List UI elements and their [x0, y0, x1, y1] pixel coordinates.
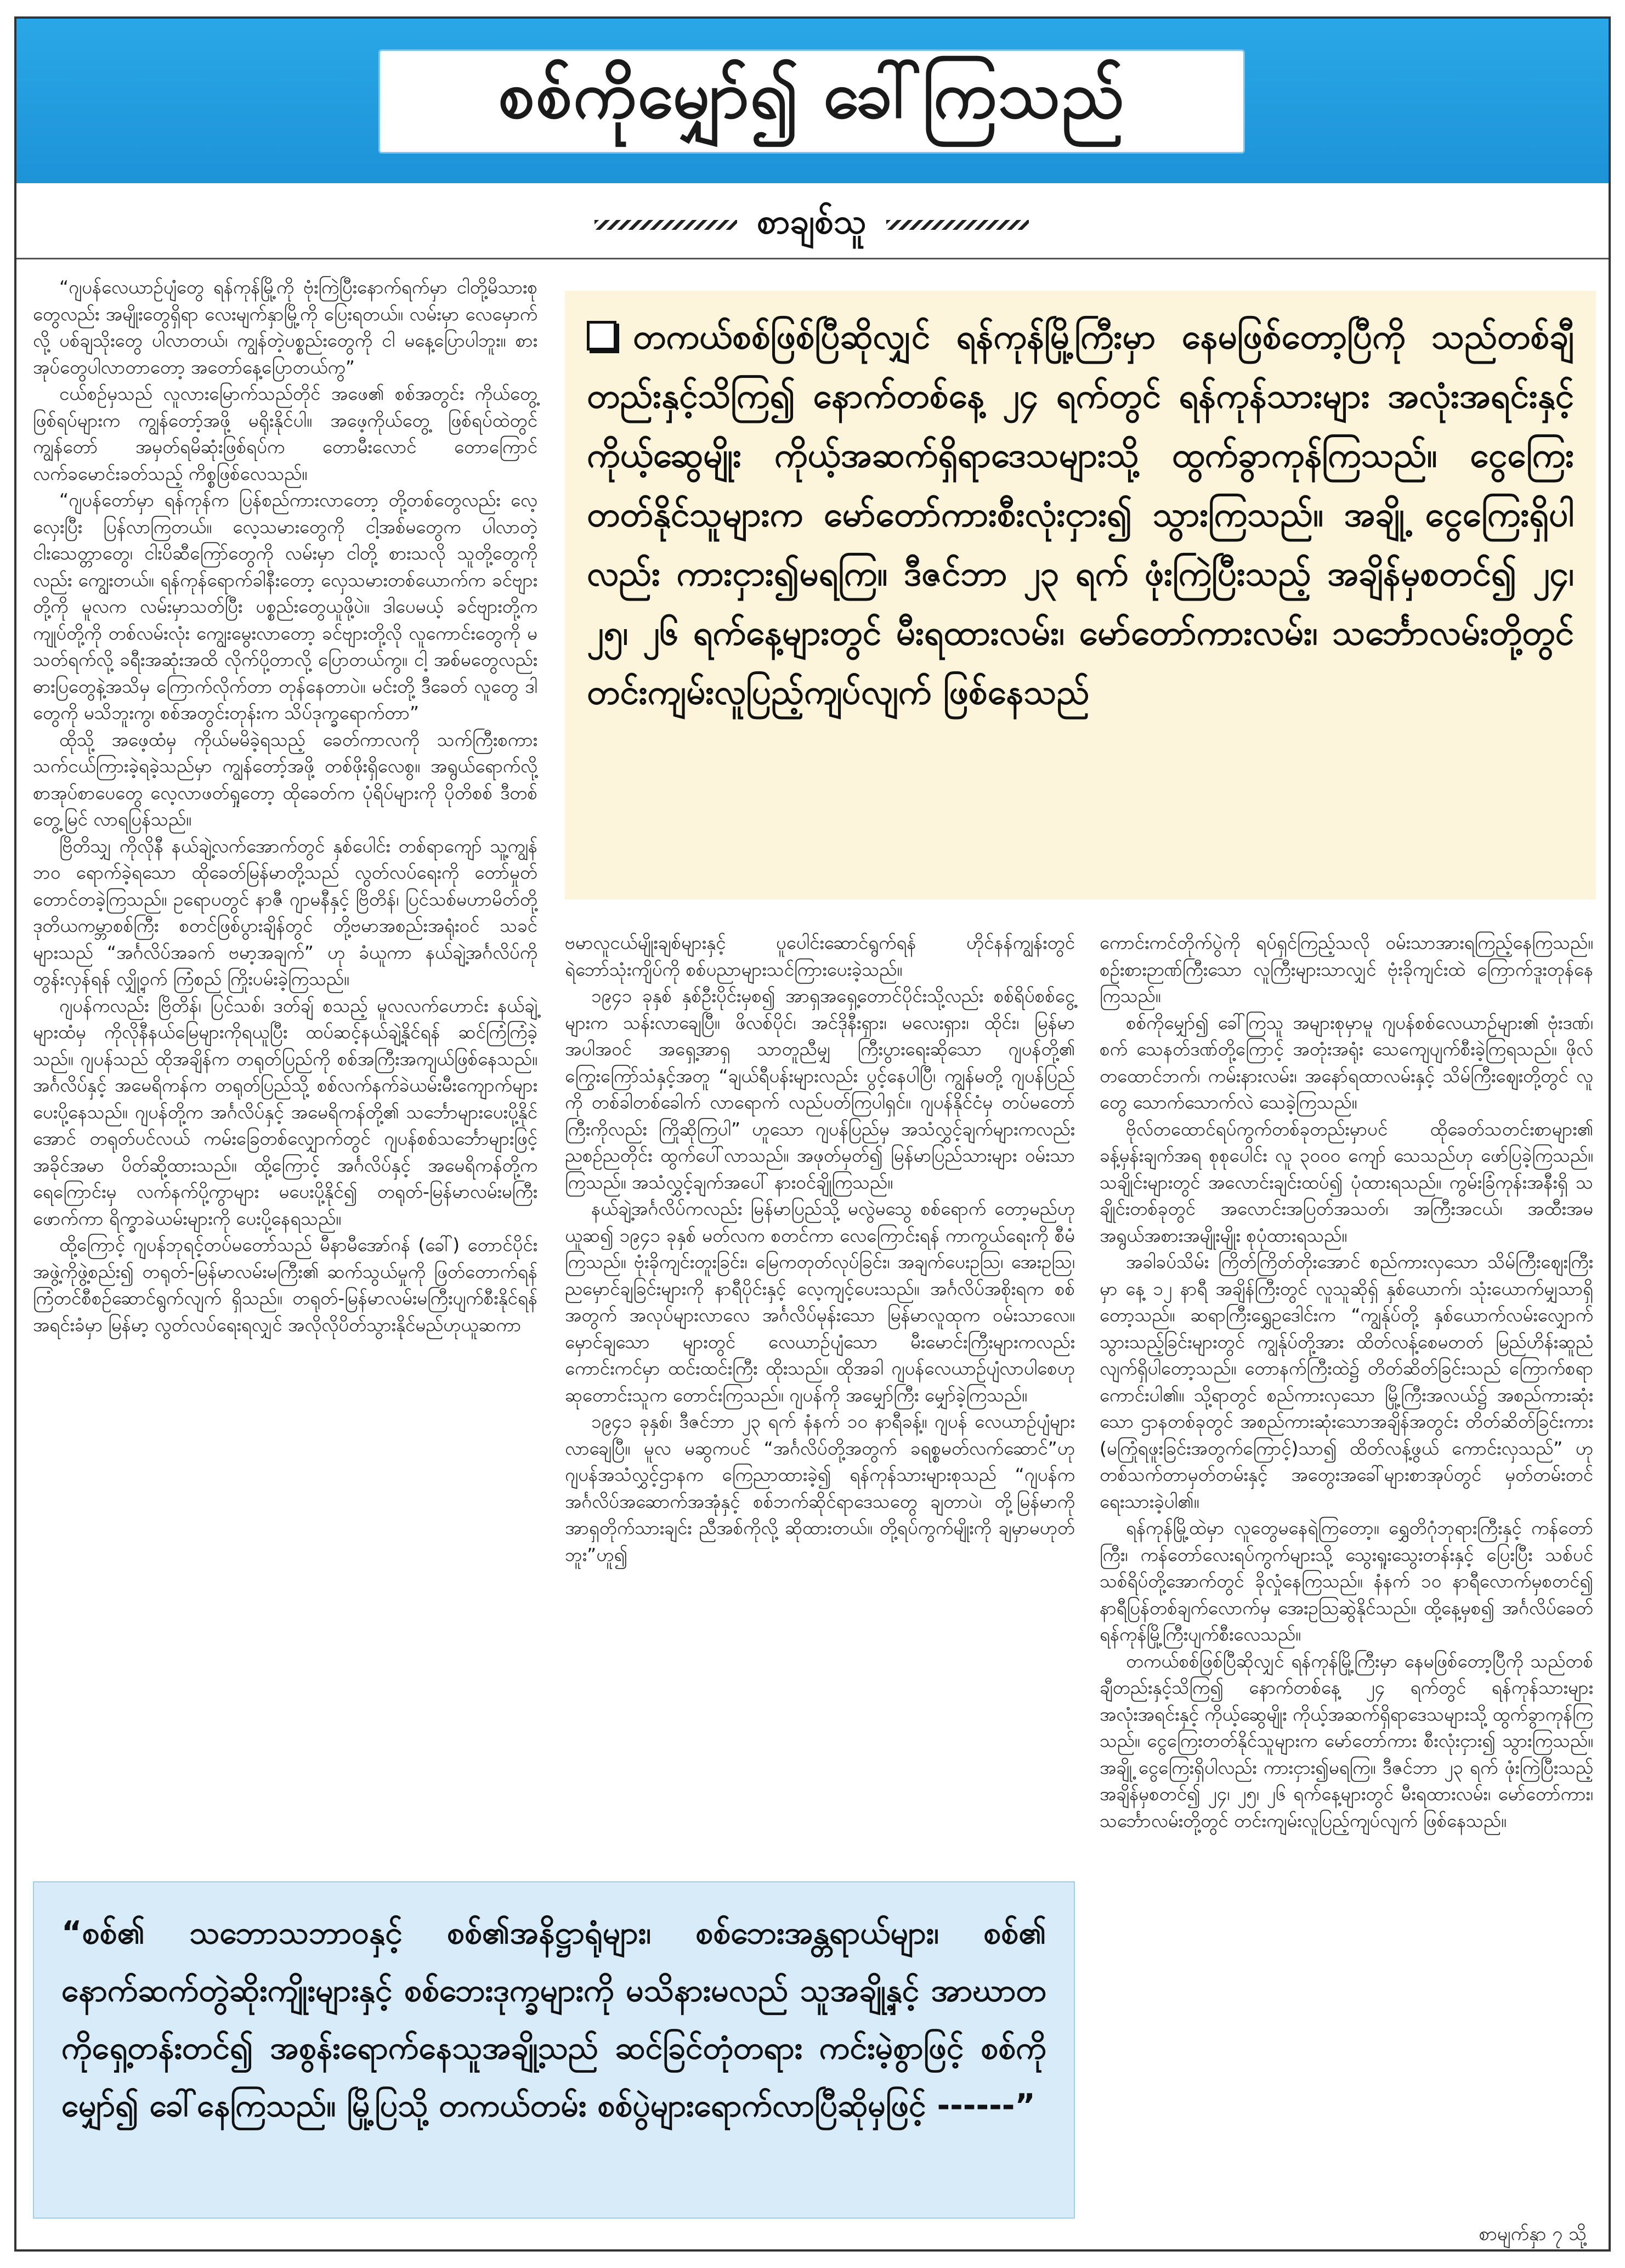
- right-hatch-ornament: [886, 220, 1029, 230]
- paragraph: ကောင်းကင်တိုက်ပွဲကို ရပ်ရှင်ကြည့်သလို ဝမ်းသာအားရကြည့်နေကြသည်။ စဉ်းစားဉာဏ်ကြီးသော လူကြီးများသာလျှင် ဗုံးခိုကျင်းထဲ ကြောက်ဒူးတုန်နေကြသည်။: [1100, 932, 1593, 1006]
- paragraph: ဗမာလူငယ်မျိုးချစ်များနှင့် ပူပေါင်းဆောင်ရွက်ရန် ဟိုင်နန်ကျွန်းတွင် ရဲဘော်သုံးကျိပ်ကို စစ်ပညာများသင်ကြားပေးခဲ့သည်။: [565, 932, 1075, 980]
- paragraph: ရန်ကုန်မြို့ထဲမှာ လူတွေမနေရဲကြတော့။ ရွှေတိဂုံဘုရားကြီးနှင့် ကန်တော်ကြီး၊ ကန်တော်လေးရပ်ကွက်များသို့ သွေးရူးသွေးတန်းနှင့် ပြေးပြီး သစ်ပင်သစ်ရိပ်တို့အောက်တွင် ခိုလှုံနေကြသည်။ နံနက် ၁၀ နာရီလောက်မှစတင်၍ နာရီပြန်တစ်ချက်လောက်မှ အေးဥဩဆွဲနိုင်သည်။ ထို့နေ့မှစ၍ အင်္ဂလိပ်ခေတ် ရန်ကုန်မြို့ကြီးပျက်စီးလေသည်။: [1100, 1517, 1593, 1645]
- paragraph: ဂျပန်ကလည်း ဗြိတိန်၊ ပြင်သစ်၊ ဒတ်ချ် စသည့် မူလလက်ဟောင်း နယ်ချဲ့များထံမှ ကိုလိုနီနယ်မြေများကိုရယူပြီး ထပ်ဆင့်နယ်ချဲ့နိုင်ရန် ဆင်ကြံကြံခဲ့သည်။ ဂျပန်သည် ထိုအချိန်က တရုတ်ပြည်ကို စစ်အကြီးအကျယ်ဖြစ်နေသည်။ အင်္ဂလိပ်နှင့် အမေရိကန်က တရုတ်ပြည်သို့ စစ်လက်နက်ခဲယမ်းမီးကျောက်များ ပေးပို့နေသည်။ ဂျပန်တို့က အင်္ဂလိပ်နှင့် အမေရိကန်တို့၏ သင်္ဘောများပေးပို့နိုင်အောင် တရုတ်ပင်လယ် ကမ်းခြေတစ်လျှောက်တွင် ဂျပန်စစ်သင်္ဘောများဖြင့် အခိုင်အမာ ပိတ်ဆို့ထားသည်။ ထို့ကြောင့် အင်္ဂလိပ်နှင့် အမေရိကန်တို့က ရေကြောင်းမှ လက်နက်ပို့ကွာများ မပေးပို့နိုင်၍ တရုတ်-မြန်မာလမ်းမကြီးဖောက်ကာ ရိက္ခာခဲယမ်းများကို ပေးပို့နေရသည်။: [33, 994, 537, 1229]
- paragraph: ဗြိတိသျှ ကိုလိုနီ နယ်ချဲ့လက်အောက်တွင် နှစ်ပေါင်း တစ်ရာကျော် သူ့ကျွန်ဘ၀ ရောက်ခဲ့ရသော ထိုခေတ်မြန်မာတို့သည် လွတ်လပ်ရေးကို တော်မှုတ်တောင်တခဲ့ကြသည်။ ဥရောပတွင် နာဇီ ဂျာမနီနှင့် ဗြိတိန်၊ ပြင်သစ်မဟာမိတ်တို့ ဒုတိယကမ္ဘာစစ်ကြီး စတင်ဖြစ်ပွားချိန်တွင် တို့ဗမာအစည်းအရုံး၀င် သခင်များသည် “အင်္ဂလိပ်အခက် ဗမာ့အချက်” ဟု ခံယူကာ နယ်ချဲ့အင်္ဂလိပ်ကို တွန်းလှန်ရန် လျှို့ဝှက် ကြံစည် ကြိုးပမ်းခဲ့ကြသည်။: [33, 835, 537, 989]
- paragraph: ၁၉၄၁ ခုနှစ်၊ ဒီဇင်ဘာ ၂၃ ရက် နံနက် ၁၀ နာရီခန့်။ ဂျပန် လေယာဉ်ပျံများလာချေပြီ။ မူလ မဆွကပင် “အင်္ဂလိပ်တို့အတွက် ခရစ္စမတ်လက်ဆောင်”ဟု ဂျပန်အသံလွှင့်ဌာနက ကြေညာထားခဲ့၍ ရန်ကုန်သားများစုသည် “ဂျပန်က အင်္ဂလိပ်အဆောက်အအုံနှင့် စစ်ဘက်ဆိုင်ရာဒေသတွေ ချတာပဲ၊ တို့မြန်မာကို အာရှတိုက်သားချင်း ညီအစ်ကိုလို့ ဆိုထားတယ်။ တို့ရပ်ကွက်မျိုးကို ချမှာမဟုတ်ဘူး”ဟူ၍: [565, 1411, 1075, 1565]
- article-column-right: [1100, 930, 1593, 2230]
- paragraph: အခါခပ်သိမ်း ကြိတ်ကြိတ်တိုးအောင် စည်ကားလှသော သိမ်ကြီးဈေးကြီးမှာ နေ့ ၁၂ နာရီ အချိန်ကြီးတွင် လူသူဆိုရှ် နှစ်ယောက်၊ သုံးယောက်မျှသာရှိတော့သည်။ ဆရာကြီးရွှေဥဒေါင်းက “ကျွန်ုပ်တို့ နှစ်ယောက်လမ်းလျှောက်သွားသည့်ခြင်းများတွင် ကျွန်ုပ်တို့အား ထိတ်လန့်စေမတတ် မြည်ဟိန်းဆူညံလျက်ရှိပါတော့သည်။ တောနက်ကြီးထဲ၌ တိတ်ဆိတ်ခြင်းသည် ကြောက်စရာကောင်းပါ၏။ သို့ရာတွင် စည်ကားလှသော မြို့ကြီးအလယ်၌ အစည်ကားဆုံးသော ဌာနတစ်ခုတွင် အစည်ကားဆုံးသောအချိန်အတွင်း တိတ်ဆိတ်ခြင်းကား (မကြုံရဖူးခြင်းအတွက်ကြောင့်)သာ၍ ထိတ်လန့်ဖွယ် ကောင်းလှသည်” ဟု တစ်သက်တာမှတ်တမ်းနှင့် အတွေးအခေါ်များစာအုပ်တွင် မှတ်တမ်းတင်ရေးသားခဲ့ပါ၏။: [1100, 1251, 1593, 1512]
- paragraph: ထို့ကြောင့် ဂျပန်ဘုရင့်တပ်မတော်သည် မီနာမီအော်ဂန် (ခေါ်) တောင်ပိုင်းအဖွဲ့ကိုဖွဲ့စည်း၍ တရုတ်-မြန်မာလမ်းမကြီး၏ ဆက်သွယ်မှုကို ဖြတ်တောက်ရန် ကြံတင်စီစဉ်ဆောင်ရွက်လျက် ရှိသည်။ တရုတ်-မြန်မာလမ်းမကြီးပျက်စီးနိုင်ရန် အရင်းခံမှာ မြန်မာ့ လွတ်လပ်ရေးရလျှင် အလိုလိုပိတ်သွားနိုင်မည်ဟုယူဆကာ: [33, 1234, 537, 1336]
- pull-quote: “စစ်၏ သဘောသဘာဝနှင့် စစ်၏အနိဋ္ဌာရုံများ၊ စစ်ဘေးအန္တရာယ်များ၊ စစ်၏ နောက်ဆက်တွဲဆိုးကျိုးများနှင့် စစ်ဘေးဒုက္ခများကို မသိနားမလည် သူအချို့နှင့် အာဃာတကိုရှေ့တန်းတင်၍ အစွန်းရောက်နေသူအချို့သည် ဆင်ခြင်တုံတရား ကင်းမဲ့စွာဖြင့် စစ်ကိုမျှော်၍ ခေါ်နေကြသည်။ မြို့ပြသို့ တကယ်တမ်း စစ်ပွဲများရောက်လာပြီဆိုမှဖြင့် ------”: [33, 1881, 1075, 2219]
- paragraph: ငယ်စဉ်မှသည် လူလားမြောက်သည်တိုင် အဖေ၏ စစ်အတွင်း ကိုယ်တွေ့ဖြစ်ရပ်များက ကျွန်တော့်အဖို့ မရိုးနိုင်ပါ။ အဖေ့ကိုယ်တွေ့ ဖြစ်ရပ်ထဲတွင် ကျွန်တော် အမှတ်ရမိဆုံးဖြစ်ရပ်က တောမီးလောင် တောကြောင် လက်ခမောင်းခတ်သည့် ကိစ္စဖြစ်လေသည်။: [33, 383, 537, 484]
- paragraph: နယ်ချဲ့အင်္ဂလိပ်ကလည်း မြန်မာပြည်သို့ မလွဲမသွေ စစ်ရောက် တော့မည်ဟုယူဆ၍ ၁၉၄၁ ခုနှစ် မတ်လက စတင်ကာ လေကြောင်းရန် ကာကွယ်ရေးကို စီမံကြသည်။ ဗုံးခိုကျင်းတူးခြင်း၊ မြေကတုတ်လုပ်ခြင်း၊ အချက်ပေးဥဩ၊ အေးဥဩ၊ ညမှောင်ချခြင်းများကို နာရီပိုင်းနှင့် လေ့ကျင့်ပေးသည်။ အင်္ဂလိပ်အစိုးရက စစ်အတွက် အလုပ်များလာလေ အင်္ဂလိပ်မုန်းသော မြန်မာလူထုက ဝမ်းသာလေ။ မှောင်ချသော များတွင် လေယာဉ်ပျံသော မီးမောင်းကြီးများကလည်း ကောင်းကင်မှာ ထင်းထင်းကြီး ထိုးသည်။ ထိုအခါ ဂျပန်လေယာဉ်ပျံလာပါစေဟု ဆုတောင်းသူက တောင်းကြသည်။ ဂျပန်ကို အမျှော်ကြီး မျှော်ခဲ့ကြသည်။: [565, 1198, 1075, 1406]
- left-hatch-ornament: [594, 220, 737, 230]
- paragraph: ထိုသို့ အဖေ့ထံမှ ကိုယ်မမိခဲ့ရသည့် ခေတ်ကာလကို သက်ကြီးစကား သက်ငယ်ကြားခဲ့ရခဲ့သည်မှာ ကျွန်တော့်အဖို့ တစ်ဖိုးရှိလေစွ။ အရွယ်ရောက်လို့ စာအုပ်စာပေတွေ လေ့လာဖတ်ရှုတော့ ထိုခေတ်က ပုံရိပ်များကို ပိုတိစစ် ဒီတစ်တွေ့မြင် လာရပြန်သည်။: [33, 728, 537, 830]
- article-column-left: [33, 274, 537, 1837]
- paragraph: စစ်ကိုမျှော်၍ ခေါ်ကြသူ အများစုမှာမူ ဂျပန်စစ်လေယာဉ်များ၏ ဗုံးဒဏ်၊ စက် သေနတ်ဒဏ်တို့ကြောင့် အတုံးအရုံး သေကျေပျက်စီးခဲ့ကြရသည်။ ဖိုလ်တထောင်ဘက်၊ ကမ်းနားလမ်း၊ အနော်ရထာလမ်းနှင့် သိမ်ကြီးဈေးတို့တွင် လူတွေ သောက်သောက်လဲ သေခဲ့ကြသည်။: [1100, 1011, 1593, 1113]
- page-title: စစ်ကိုမျှော်၍ ခေါ်ကြသည်: [378, 49, 1245, 154]
- paragraph: “ဂျပန်တော်မှာ ရန်ကုန်က ပြန်စည်ကားလာတော့ တို့တစ်တွေလည်း လေ့လှေးပြီး ပြန်လာကြတယ်။ လေ့သမားတွေကို ငါ့အစ်မတွေက ပါလာတဲ့ ငါးသေတ္တာတွေ၊ ငါးပိဆီကြော်တွေကို လမ်းမှာ ငါတို့ စားသလို သူတို့တွေကိုလည်း ကျွေးတယ်။ ရန်ကုန်ရောက်ခါနီးတော့ လှေသမားတစ်ယောက်က ခင်ဗျားတို့ကို မူလက လမ်းမှာသတ်ပြီး ပစ္စည်းတွေယူဖို့ပဲ။ ဒါပေမယ့် ခင်ဗျားတို့က ကျုပ်တို့ကို တစ်လမ်းလုံး ကျွေးမွေးလာတော့ ခင်ဗျားတို့လို လူကောင်းတွေကို မသတ်ရက်လို့ ခရီးအဆုံးအထိ လိုက်ပို့တာလို့ ပြောတယ်ကွ။ ငါ့ အစ်မတွေလည်း ဓားပြတွေနဲ့အသိမှ ကြောက်လိုက်တာ တုန်နေတာပဲ။ မင်းတို့ ဒီခေတ် လူတွေ ဒါတွေကို မသိဘူးကွ၊ စစ်အတွင်းတုန်းက သိပ်ဒုက္ခရောက်တာ”: [33, 489, 537, 723]
- highlight-text: တကယ်စစ်ဖြစ်ပြီဆိုလျှင် ရန်ကုန်မြို့ကြီးမှာ နေမဖြစ်တော့ပြီကို သည်တစ်ချီတည်းနှင့်သိကြ၍ နောက်တစ်နေ့ ၂၄ ရက်တွင် ရန်ကုန်သားများ အလုံးအရင်းနှင့် ကိုယ့်ဆွေမျိုး ကိုယ့်အဆက်ရှိရာဒေသများသို့ ထွက်ခွာကုန်ကြသည်။ ငွေကြေးတတ်နိုင်သူများက မော်တော်ကားစီးလုံးငှား၍ သွားကြသည်။ အချို့ ငွေကြေးရှိပါလည်း ကားငှား၍မရကြ။ ဒီဇင်ဘာ ၂၃ ရက် ဖုံးကြဲပြီးသည့် အချိန်မှစတင်၍ ၂၄၊ ၂၅၊ ၂၆ ရက်နေ့များတွင် မီးရထားလမ်း၊ မော်တော်ကားလမ်း၊ သင်္ဘောလမ်းတို့တွင် တင်းကျမ်းလူပြည့်ကျပ်လျက် ဖြစ်နေသည်: [587, 316, 1574, 712]
- paragraph: ၁၉၄၁ ခုနှစ် နှစ်ဦးပိုင်းမှစ၍ အာရှအရှေ့တောင်ပိုင်းသို့လည်း စစ်ရိပ်စစ်ငွေ့များက သန်းလာချေပြီ။ ဖိလစ်ပိုင်၊ အင်ဒိုနီးရှား၊ မလေးရှား၊ ထိုင်း၊ မြန်မာအပါအဝင် အရှေ့အာရှ သာတူညီမျှ ကြီးပွားရေးဆိုသော ဂျပန်တို့၏ ကြွေးကြော်သံနှင့်အတူ “ချယ်ရီပန်းများလည်း ပွင့်နေပါပြီ၊ ကျွန်မတို့ ဂျပန်ပြည်ကို တစ်ခါတစ်ခေါက် လာရောက် လည်ပတ်ကြပါရှင်။ ဂျပန်နိုင်ငံမှ တပ်မတော်ကြီးကိုလည်း ကြိုဆိုကြပါ” ဟူသော ဂျပန်ပြည်မှ အသံလွှင့်ချက်များကလည်း ညစဉ်ညတိုင်း ထွက်ပေါ်လာသည်။ အဖုတ်မှတ်၍ မြန်မာပြည်သားများ ဝမ်းသာကြသည်။ အသံလွှင့်ချက်အပေါ် နားဝင်ချိုကြသည်။: [565, 985, 1075, 1193]
- checkbox-bullet-icon: [587, 321, 616, 350]
- article-column-middle: [565, 930, 1075, 1873]
- paragraph: တကယ်စစ်ဖြစ်ပြီဆိုလျှင် ရန်ကုန်မြို့ကြီးမှာ နေမဖြစ်တော့ပြီကို သည်တစ်ချီတည်းနှင့်သိကြ၍ နောက်တစ်နေ့ ၂၄ ရက်တွင် ရန်ကုန်သားများ အလုံးအရင်းနှင့် ကိုယ့်ဆွေမျိုး ကိုယ့်အဆက်ရှိရာဒေသများသို့ ထွက်ခွာကုန်ကြသည်။ ငွေကြေးတတ်နိုင်သူများက မော်တော်ကား စီးလုံးငှား၍ သွားကြသည်။ အချို့ ငွေကြေးရှိပါလည်း ကားငှား၍မရကြ။ ဒီဇင်ဘာ ၂၃ ရက် ဖုံးကြဲပြီးသည့်အချိန်မှစတင်၍ ၂၄၊ ၂၅၊ ၂၆ ရက်နေ့များတွင် မီးရထားလမ်း၊ မော်တော်ကား၊ သင်္ဘောလမ်းတို့တွင် တင်းကျမ်းလူပြည့်ကျပ်လျက် ဖြစ်နေသည်။: [1100, 1650, 1593, 1831]
- paragraph: ဗိုလ်တထောင်ရပ်ကွက်တစ်ခုတည်းမှာပင် ထိုခေတ်သတင်းစာများ၏ ခန့်မှန်းချက်အရ စုစုပေါင်း လူ ၃၀၀၀ ကျော် သေသည်ဟု ဖော်ပြခဲ့ကြသည်။ သချိုင်းများတွင် အလောင်းချင်းထပ်၍ ပုံထားရသည်။ ကွမ်းခြံကုန်းအနီးရှိ သချိုင်းတစ်ခုတွင် အလောင်းအပြတ်အသတ်၊ အကြီးအငယ်၊ အထီးအမ အရွယ်အစားအမျိုးမျိုး စုပုံထားရသည်။: [1100, 1118, 1593, 1246]
- byline: [557, 203, 1067, 247]
- continued-on-page: စာမျက်နှာ ၇ သို့: [1479, 2223, 1587, 2245]
- paragraph: “ဂျပန်လေယာဉ်ပျံတွေ ရန်ကုန်မြို့ကို ဗုံးကြဲပြီးနောက်ရက်မှာ ငါတို့မိသားစုတွေလည်း အမျိုးတွေရှိရာ လေးမျက်နှာမြို့ကို ပြေးရတယ်။ လမ်းမှာ လေမှောက်လို့ ပစ်ချသိုးတွေ ပါလာတယ်၊ ကျွန်တဲ့ပစ္စည်းတွေကို ငါ မနေ့ပြောပါဘူး။ စားအုပ်တွေပါလာတာတော့ အတော်နေ့ပြောတယ်ကွ”: [33, 276, 537, 378]
- author-name: စာချစ်သူ: [757, 201, 867, 241]
- highlight-callout: [565, 291, 1596, 900]
- divider: [16, 258, 1609, 259]
